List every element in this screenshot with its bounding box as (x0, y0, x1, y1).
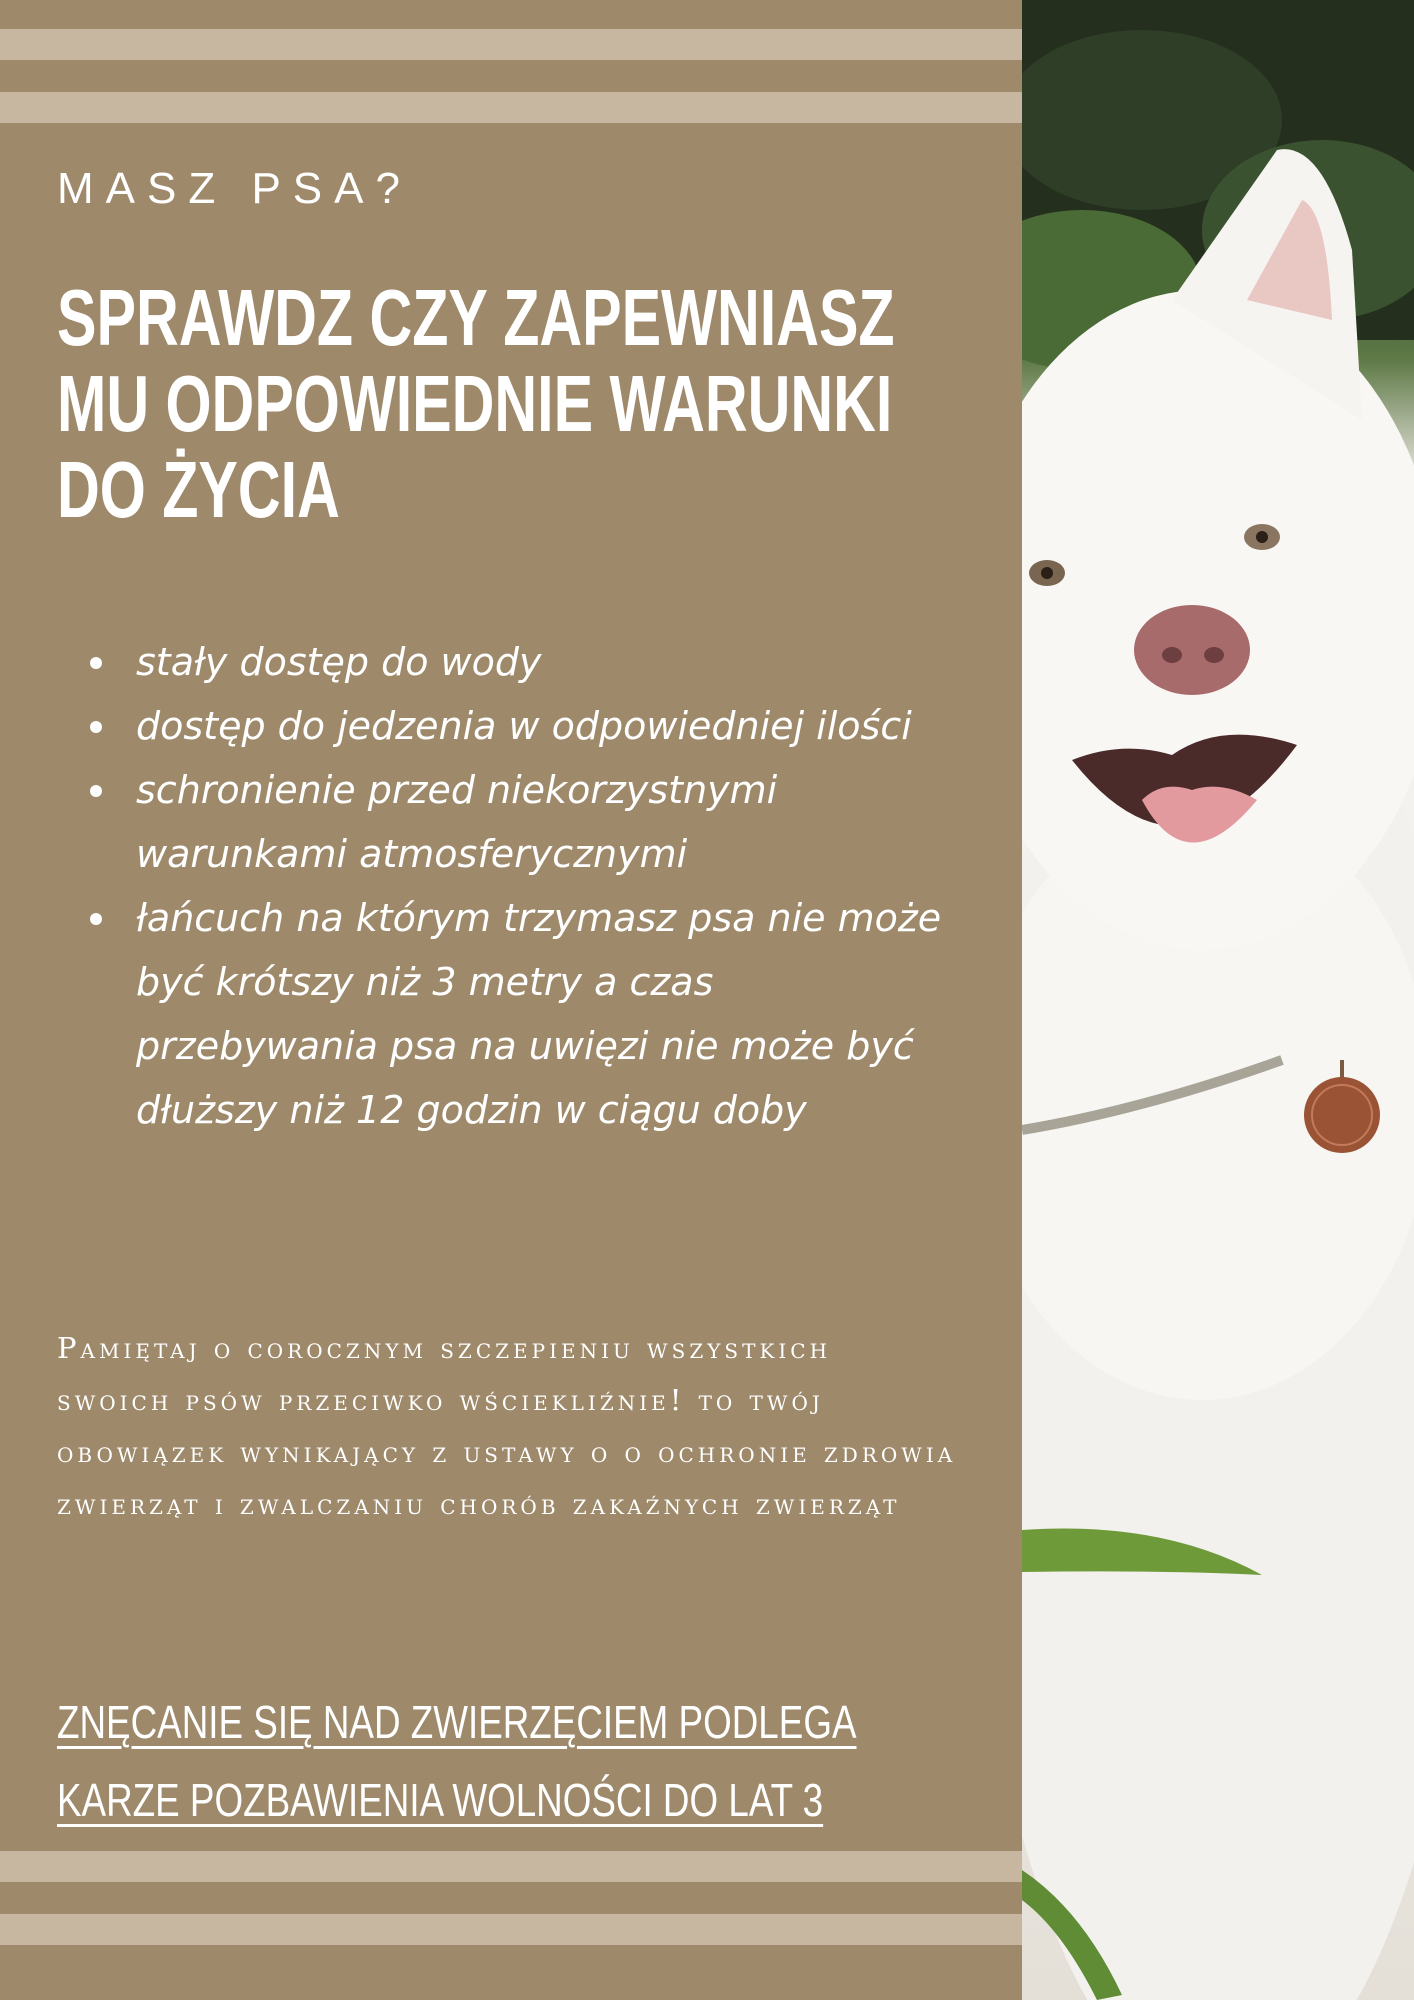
headline (57, 275, 982, 533)
headline-line: DO ŻYCIA (57, 445, 340, 534)
legal-warning (57, 1683, 937, 1839)
condition-item: schronienie przed niekorzystnymi warunkami atmosferycznymi (136, 758, 956, 886)
condition-item: stały dostęp do wody (136, 630, 956, 694)
vaccination-reminder: Pamiętaj o corocznym szczepieniu wszystkich swoich psów przeciwko wściekliźnie! to twój obowiązek wynikający z ustawy o o ochronie zdrowia zwierząt i zwalczaniu chorób zakaźnych zwierząt (57, 1331, 957, 1521)
warning-line: KARZE POZBAWIENIA WOLNOŚCI DO LAT 3 (57, 1774, 824, 1826)
condition-item: dostęp do jedzenia w odpowiedniej ilości (136, 694, 956, 758)
top-stripe (0, 92, 1022, 123)
dog-photo (1022, 0, 1414, 2000)
condition-item: łańcuch na którym trzymasz psa nie może być krótszy niż 3 metry a czas przebywania psa na uwięzi nie może być dłuższy niż 12 godzin w ciągu doby (136, 886, 956, 1142)
warning-line: ZNĘCANIE SIĘ NAD ZWIERZĘCIEM PODLEGA (57, 1696, 857, 1748)
kicker-question: MASZ PSA? (57, 164, 412, 213)
top-stripe (0, 29, 1022, 60)
conditions-list (88, 630, 956, 1142)
dog-illustration (1022, 0, 1414, 2000)
headline-line: SPRAWDZ CZY ZAPEWNIASZ (57, 273, 895, 362)
bottom-stripe (0, 1851, 1022, 1882)
headline-line: MU ODPOWIEDNIE WARUNKI (57, 359, 893, 448)
bottom-stripe (0, 1914, 1022, 1945)
